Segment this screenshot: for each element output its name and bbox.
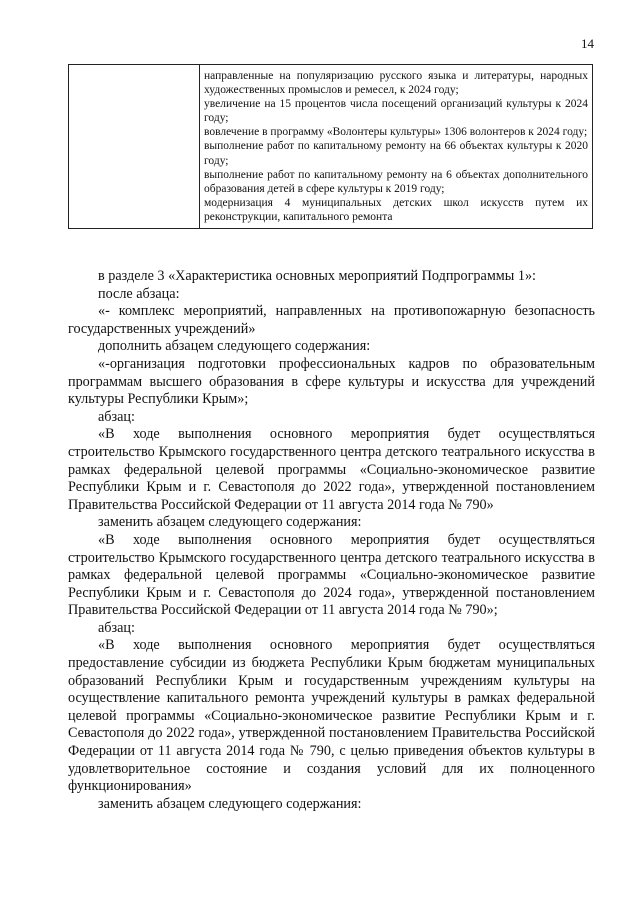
target-item: увеличение на 15 процентов числа посещений организаций культуры к 2024 году;	[204, 98, 588, 125]
add-paragraph-label: дополнить абзацем следующего содержания:	[98, 338, 371, 355]
targets-table	[68, 64, 593, 229]
document-body	[68, 268, 595, 813]
table-left-cell	[69, 65, 200, 229]
after-paragraph-label: после абзаца:	[98, 285, 180, 302]
quoted-paragraph: «В ходе выполнения основного мероприятия будет осуществляться предоставление субсидии из бюджета Республики Крым бюджетам муниципальных образований Республики Крым и государственным учреждениям культуры на осуществление капитального ремонта учреждений культуры в рамках федеральной целевой программы «Социально-экономическое развитие Республики Крым и г. Севастополя до 2022 года», утвержденной постановлением Правительства Российской Федерации от 11 августа 2014 года № 790, с целью приведения объектов культуры в удовлетворительное состояние и создания условий для их полноценного функционирования»	[68, 637, 595, 795]
section-instruction: в разделе 3 «Характеристика основных мероприятий Подпрограммы 1»:	[98, 268, 536, 284]
table-right-cell	[200, 65, 593, 229]
page-number: 14	[581, 36, 594, 51]
table-row	[69, 65, 593, 229]
paragraph-label: абзац:	[98, 408, 135, 425]
paragraph-label: абзац:	[98, 619, 135, 636]
quoted-paragraph: «В ходе выполнения основного мероприятия будет осуществляться строительство Крымского государственного центра детского театрального искусства в рамках федеральной целевой программы «Социально-экономическое развитие Республики Крым и г. Севастополя до 2024 года», утвержденной постановлением Правительства Российской Федерации от 11 августа 2014 года № 790»;	[68, 531, 595, 619]
replace-paragraph-label: заменить абзацем следующего содержания:	[98, 795, 362, 812]
target-item: выполнение работ по капитальному ремонту на 66 объектах культуры к 2020 году;	[204, 140, 588, 167]
quoted-paragraph: «- комплекс мероприятий, направленных на противопожарную безопасность государственных учреждений»	[68, 303, 595, 337]
target-item: направленные на популяризацию русского языка и литературы, народных художественных промыслов и ремесел, к 2024 году;	[204, 70, 588, 97]
target-item: модернизация 4 муниципальных детских школ искусств путем их реконструкции, капитального ремонта	[204, 196, 588, 223]
quoted-paragraph: «-организация подготовки профессиональных кадров по образовательным программам высшего образования в сфере культуры и искусства для учреждений культуры Республики Крым»;	[68, 355, 595, 408]
target-item: выполнение работ по капитальному ремонту на 6 объектах дополнительного образования детей в сфере культуры к 2019 году;	[204, 168, 588, 195]
quoted-paragraph: «В ходе выполнения основного мероприятия будет осуществляться строительство Крымского государственного центра детского театрального искусства в рамках федеральной целевой программы «Социально-экономическое развитие Республики Крым и г. Севастополя до 2022 года», утвержденной постановлением Правительства Российской Федерации от 11 августа 2014 года № 790»	[68, 426, 595, 513]
replace-paragraph-label: заменить абзацем следующего содержания:	[98, 514, 362, 531]
target-item: вовлечение в программу «Волонтеры культуры» 1306 волонтеров к 2024 году;	[204, 126, 588, 139]
